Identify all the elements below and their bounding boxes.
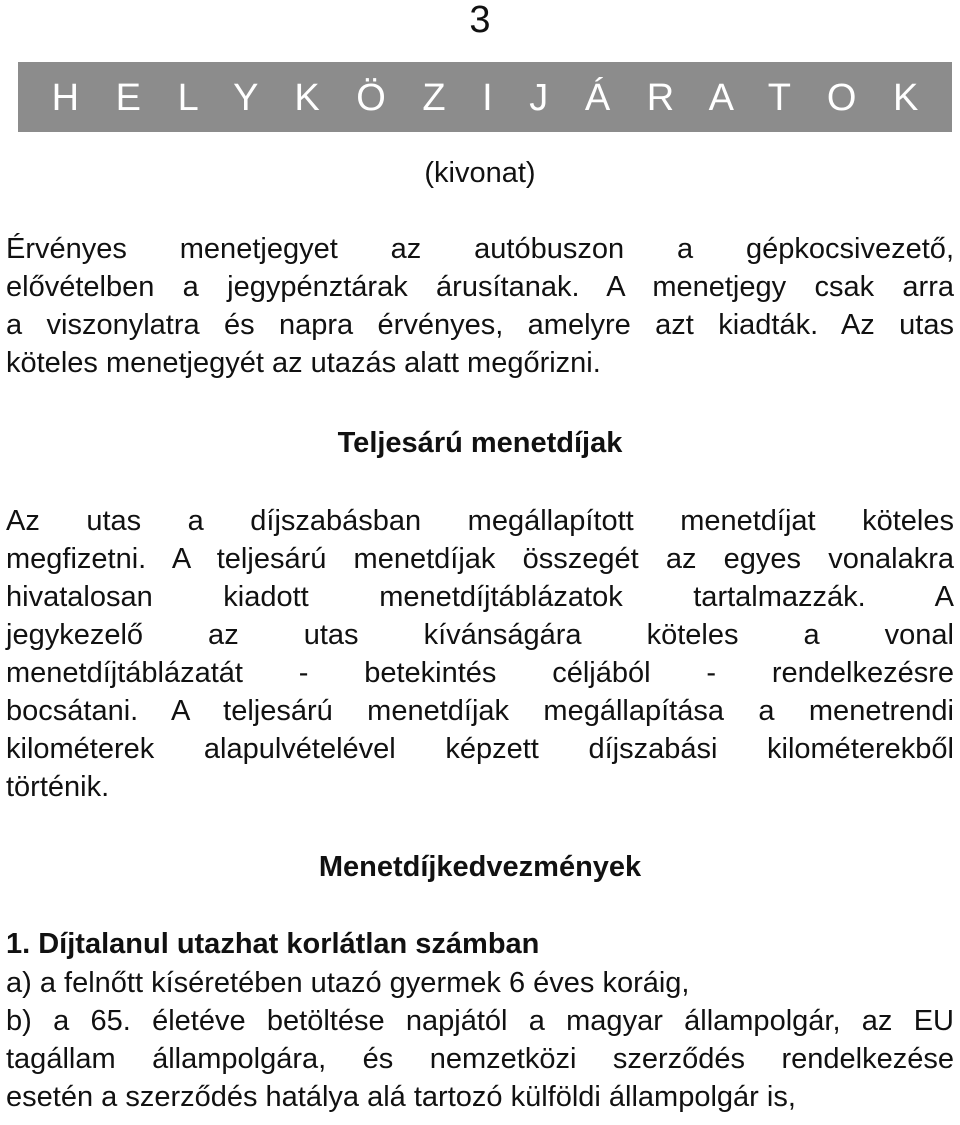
full-fares-paragraph — [6, 502, 954, 806]
intro-line: a viszonylatra és napra érvényes, amelyre azt kiadták. Az utas — [6, 309, 954, 341]
full-fares-line: kilométerek alapulvételével képzett díjszabási kilométerekből — [6, 733, 954, 765]
page-title: H E L Y K Ö Z I J Á R A T O K — [51, 77, 932, 119]
discount-line: a) a felnőtt kíséretében utazó gyermek 6 éves koráig, — [6, 967, 690, 999]
full-fares-line: menetdíjtáblázatát - betekintés céljából - rendelkezésre — [6, 657, 954, 689]
discount-line: b) a 65. életéve betöltése napjától a magyar állampolgár, az EU — [6, 1005, 954, 1037]
full-fares-line: hivatalosan kiadott menetdíjtáblázatok tartalmazzák. A — [6, 581, 954, 613]
discount-line: tagállam állampolgára, és nemzetközi szerződés rendelkezése — [6, 1043, 954, 1075]
discount-line: esetén a szerződés hatálya alá tartozó külföldi állampolgár is, — [6, 1081, 796, 1113]
intro-paragraph — [6, 230, 954, 382]
full-fares-line: bocsátani. A teljesárú menetdíjak megállapítása a menetrendi — [6, 695, 954, 727]
intro-line: elővételben a jegypénztárak árusítanak. A menetjegy csak arra — [6, 271, 954, 303]
section-heading-discounts: Menetdíjkedvezmények — [318, 851, 642, 883]
page-subtitle: (kivonat) — [424, 157, 536, 189]
full-fares-line: történik. — [6, 771, 110, 803]
full-fares-line: Az utas a díjszabásban megállapított menetdíjat köteles — [6, 505, 954, 537]
full-fares-line: jegykezelő az utas kívánságára köteles a vonal — [6, 619, 954, 651]
intro-line: köteles menetjegyét az utazás alatt megőrizni. — [6, 347, 601, 379]
discount-list — [6, 964, 954, 1116]
page-number: 3 — [469, 0, 491, 41]
full-fares-line: megfizetni. A teljesárú menetdíjak összegét az egyes vonalakra — [6, 543, 954, 575]
section-heading-full-fares: Teljesárú menetdíjak — [337, 427, 623, 459]
intro-line: Érvényes menetjegyet az autóbuszon a gépkocsivezető, — [6, 233, 954, 265]
discount-item-heading: 1. Díjtalanul utazhat korlátlan számban — [6, 928, 540, 960]
